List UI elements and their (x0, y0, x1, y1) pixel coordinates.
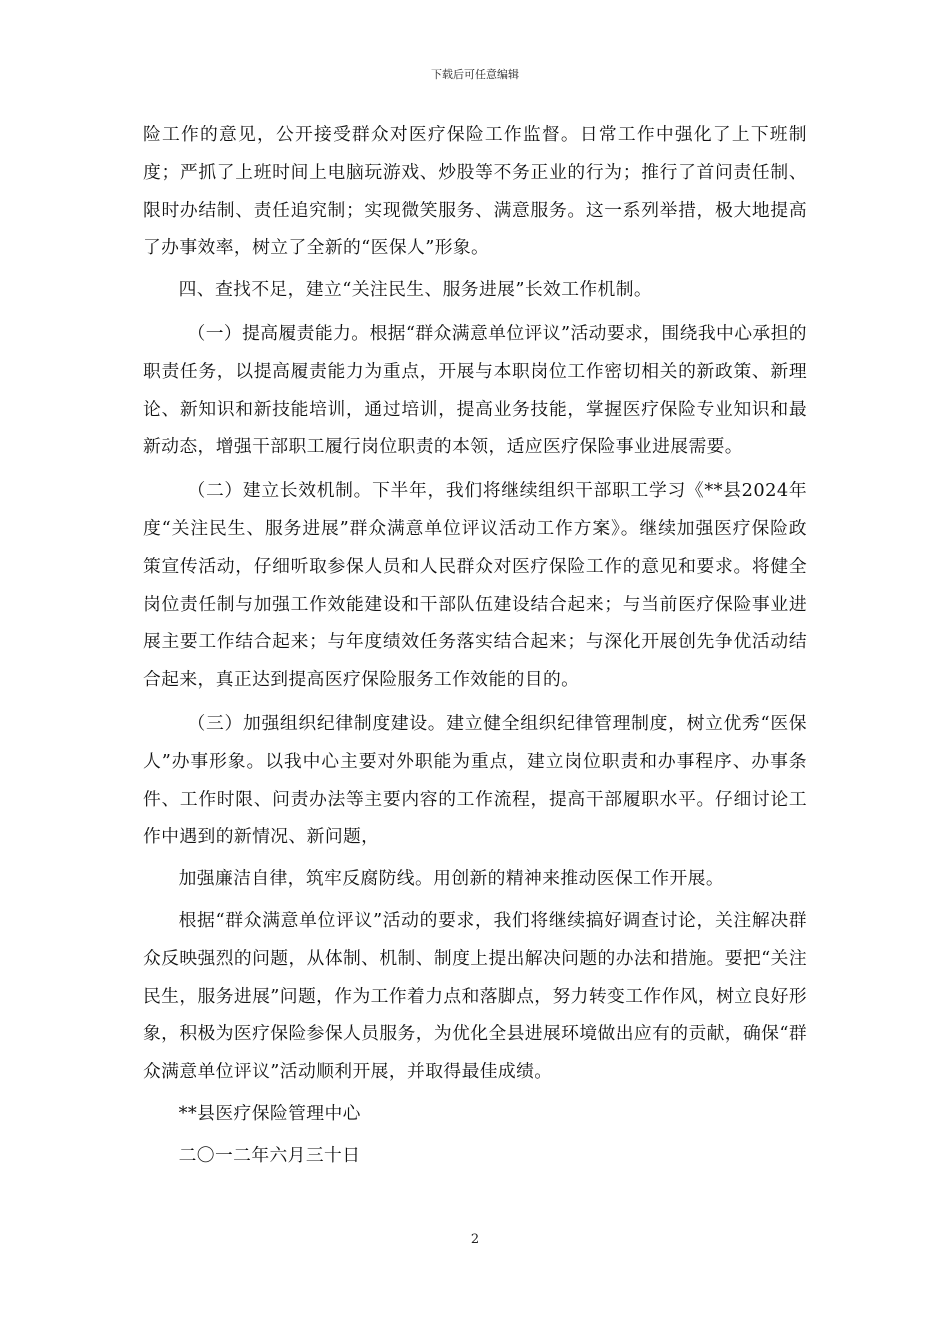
paragraph-integrity: 加强廉洁自律，筑牢反腐防线。用创新的精神来推动医保工作开展。 (178, 868, 725, 890)
section-heading-4: 四、查找不足，建立“关注民生、服务进展”长效工作机制。 (178, 279, 653, 301)
paragraph-continuation: 险工作的意见，公开接受群众对医疗保险工作监督。日常工作中强化了上下班制度；严抓了上班时间上电脑玩游戏、炒股等不务正业的行为；推行了首问责任制、限时办结制、责任追究制；实现微笑服务、满意服务。这一系列举措，极大地提高了办事效率，树立了全新的“医保人”形象。 (143, 124, 807, 259)
paragraph-item-3: （三）加强组织纪律制度建设。建立健全组织纪律管理制度，树立优秀“医保人”办事形象。以我中心主要对外职能为重点，建立岗位职责和办事程序、办事条件、工作时限、问责办法等主要内容的工作流程，提高干部履职水平。仔细讨论工作中遇到的新情况、新问题， (143, 712, 807, 848)
paragraph-item-1: （一）提高履责能力。根据“群众满意单位评议”活动要求，围绕我中心承担的职责任务，以提高履责能力为重点，开展与本职岗位工作密切相关的新政策、新理论、新知识和新技能培训，通过培训，提高业务技能，掌握医疗保险专业知识和最新动态，增强干部职工履行岗位职责的本领，适应医疗保险事业进展需要。 (143, 322, 807, 458)
page-number: 2 (470, 1232, 480, 1247)
signature-date: 二〇一二年六月三十日 (178, 1144, 361, 1166)
document-body (143, 116, 807, 1175)
page-header: 下载后可任意编辑 (431, 68, 519, 81)
paragraph-item-2: （二）建立长效机制。下半年，我们将继续组织干部职工学习《**县2024年度“关注民生、服务进展”群众满意单位评议活动工作方案》。继续加强医疗保险政策宣传活动，仔细听取参保人员和人民群众对医疗保险工作的意见和要求。将健全岗位责任制与加强工作效能建设和干部队伍建设结合起来；与当前医疗保险事业进展主要工作结合起来；与年度绩效任务落实结合起来；与深化开展创先争优活动结合起来，真正达到提高医疗保险服务工作效能的目的。 (143, 480, 807, 691)
signature-organization: **县医疗保险管理中心 (178, 1102, 361, 1124)
paragraph-conclusion: 根据“群众满意单位评议”活动的要求，我们将继续搞好调查讨论，关注解决群众反映强烈的问题，从体制、机制、制度上提出解决问题的办法和措施。要把“关注民生，服务进展”问题，作为工作着力点和落脚点，努力转变工作作风，树立良好形象，积极为医疗保险参保人员服务，为优化全县进展环境做出应有的贡献，确保“群众满意单位评议”活动顺利开展，并取得最佳成绩。 (143, 909, 808, 1083)
